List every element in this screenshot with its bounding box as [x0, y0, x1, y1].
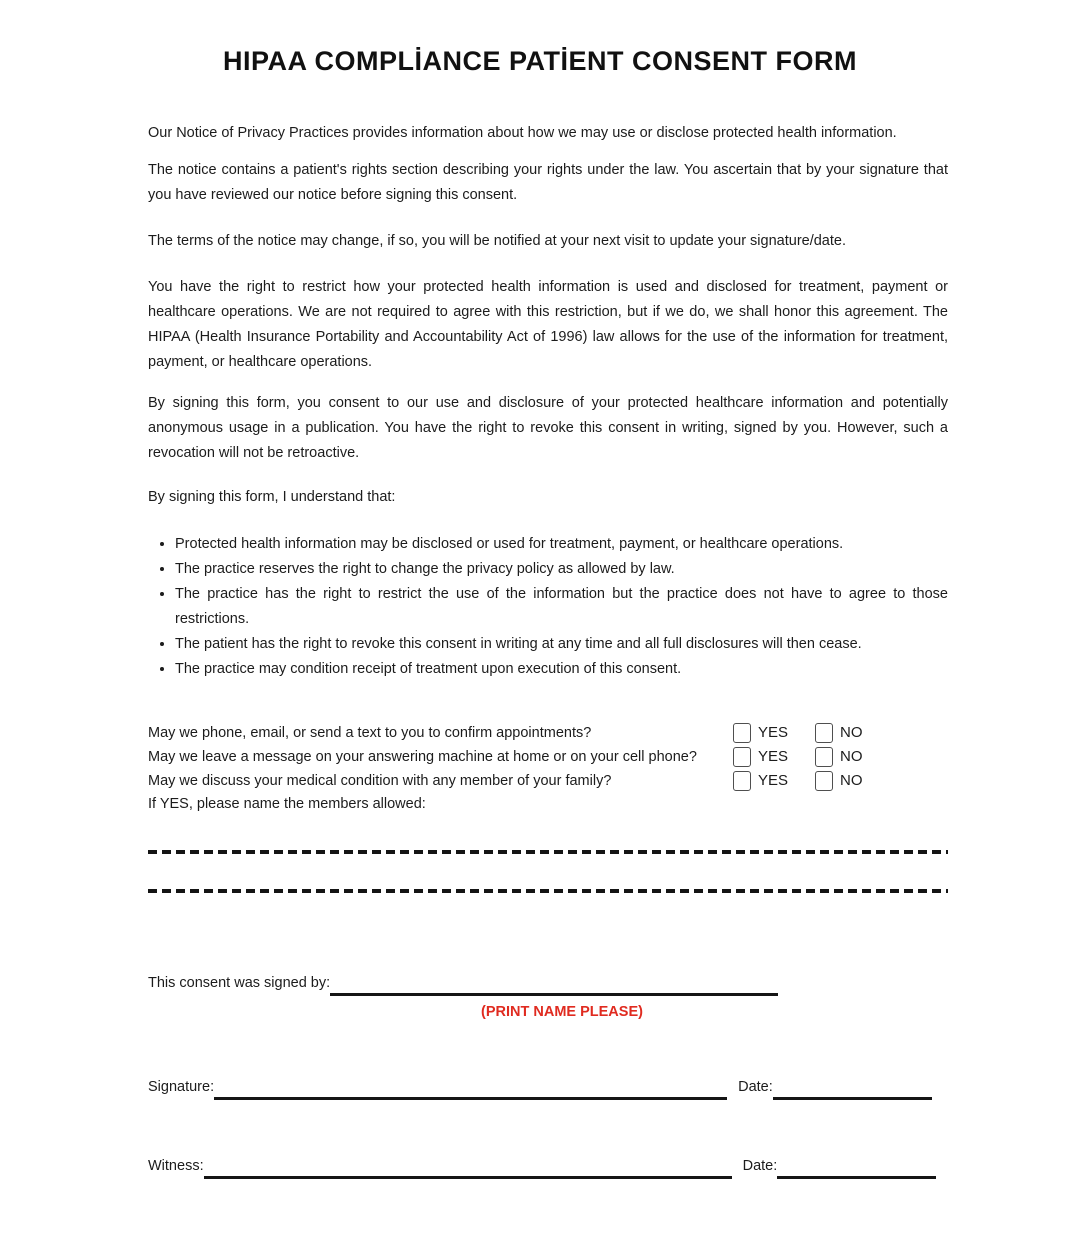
yes-label: YES: [758, 748, 789, 765]
question-row-family: [148, 768, 948, 792]
no-label: NO: [840, 724, 863, 741]
witness-row: [148, 1154, 948, 1179]
print-name-note: (PRINT NAME PLEASE): [481, 1004, 643, 1020]
list-item: • Protected health information may be disclosed or used for treatment, payment, or healthcare operations.: [175, 532, 948, 557]
yes-checkbox[interactable]: [733, 723, 751, 743]
signed-by-label: This consent was signed by:: [148, 975, 331, 991]
question-text: May we phone, email, or send a text to you to confirm appointments?: [148, 724, 592, 741]
question-row-message: [148, 744, 948, 768]
list-item: • The practice reserves the right to change the privacy policy as allowed by law.: [175, 557, 948, 582]
no-choice: [815, 768, 948, 793]
no-label: NO: [840, 748, 863, 765]
form-body: [148, 121, 948, 1179]
understand-that-lead-in: By signing this form, I understand that:: [148, 489, 396, 505]
members-fill-line-2[interactable]: [148, 889, 948, 893]
no-choice: [815, 744, 948, 769]
list-item: • The practice may condition receipt of treatment upon execution of this consent.: [175, 657, 948, 682]
question-text: May we discuss your medical condition with any member of your family?: [148, 772, 612, 789]
members-fill-line-1[interactable]: [148, 850, 948, 854]
list-item: • The practice has the right to restrict the use of the information but the practice does not have to agree to those restrictions.: [175, 582, 948, 632]
yes-checkbox[interactable]: [733, 771, 751, 791]
signed-by-row: [148, 971, 948, 996]
witness-date-fill-line[interactable]: [777, 1159, 936, 1179]
if-yes-instruction: If YES, please name the members allowed:: [148, 796, 426, 812]
witness-fill-line[interactable]: [204, 1159, 732, 1179]
signature-label: Signature:: [148, 1079, 215, 1095]
patient-rights-paragraph: The notice contains a patient's rights section describing your rights under the law. You ascertain that by your signature that you have reviewed our notice before signing this consent.: [148, 162, 948, 203]
signature-row: [148, 1075, 948, 1100]
signed-by-fill-line[interactable]: [330, 976, 778, 996]
signature-fill-line[interactable]: [214, 1080, 727, 1100]
contact-permission-questions: [148, 720, 948, 816]
form-title: HIPAA COMPLİANCE PATİENT CONSENT FORM: [223, 46, 857, 76]
no-choice: [815, 720, 948, 745]
yes-label: YES: [758, 772, 789, 789]
notice-paragraph: Our Notice of Privacy Practices provides information about how we may use or disclose protected health information.: [148, 125, 897, 141]
list-item: • The patient has the right to revoke this consent in writing at any time and all full disclosures will then cease.: [175, 632, 948, 657]
witness-label: Witness:: [148, 1158, 204, 1174]
question-row-phone: [148, 720, 948, 744]
consent-disclosure-paragraph: By signing this form, you consent to our use and disclosure of your protected healthcare information and potentially anonymous usage in a publication. You have the right to revoke this consent in writing, signed by you. However, such a revocation will not be retroactive.: [148, 395, 948, 461]
signature-date-fill-line[interactable]: [773, 1080, 932, 1100]
yes-choice: [733, 720, 815, 745]
no-checkbox[interactable]: [815, 723, 833, 743]
yes-checkbox[interactable]: [733, 747, 751, 767]
no-checkbox[interactable]: [815, 747, 833, 767]
yes-label: YES: [758, 724, 789, 741]
yes-choice: [733, 744, 815, 769]
yes-choice: [733, 768, 815, 793]
no-label: NO: [840, 772, 863, 789]
date-label: Date:: [742, 1158, 778, 1174]
no-checkbox[interactable]: [815, 771, 833, 791]
consent-terms-list: [148, 532, 948, 682]
restriction-rights-paragraph: You have the right to restrict how your protected health information is used and disclosed for treatment, payment or healthcare operations. We are not required to agree with this restriction, but if we do, we shall honor this agreement. The HIPAA (Health Insurance Portability and Accountability Act of 1996) law allows for the use of the information for treatment, payment, or healthcare operations.: [148, 279, 948, 370]
date-label: Date:: [738, 1079, 773, 1095]
question-text: May we leave a message on your answering machine at home or on your cell phone?: [148, 748, 697, 765]
terms-change-paragraph: The terms of the notice may change, if so, you will be notified at your next visit to update your signature/date.: [148, 233, 846, 249]
